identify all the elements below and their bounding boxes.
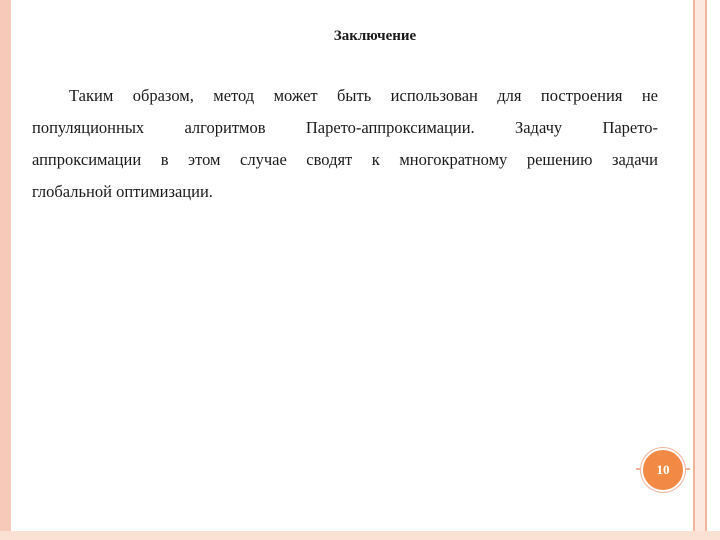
slide-title: Заключение (333, 28, 417, 44)
left-border-decoration (0, 0, 11, 540)
paragraph-line: глобальной оптимизации. (32, 182, 213, 201)
paragraph-line: аппроксимации в этом случае сводят к многократному решению задачи (32, 150, 658, 169)
right-border-decoration (695, 0, 705, 540)
right-border-line (693, 0, 695, 540)
paragraph-line: Таким образом, метод может быть использован для построения не (69, 86, 658, 105)
bottom-border-decoration (0, 531, 720, 540)
paragraph-line: популяционных алгоритмов Парето-аппроксимации. Задачу Парето- (32, 118, 658, 137)
right-border-line-outer (705, 0, 707, 540)
body-paragraph (32, 80, 658, 208)
page-number-badge: 10 (641, 448, 685, 492)
page-number-tick-right (685, 468, 690, 470)
